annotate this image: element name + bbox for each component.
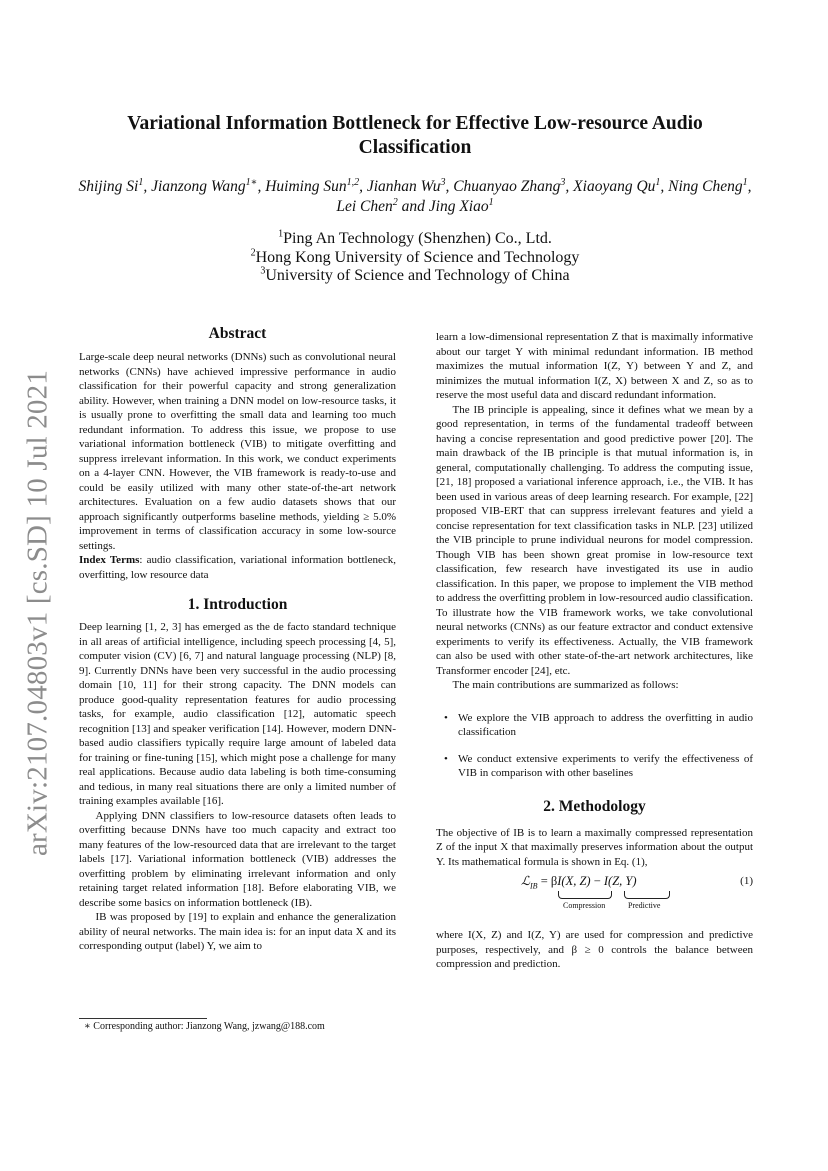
equation-number: (1) <box>740 875 753 887</box>
equation-1 <box>436 874 753 920</box>
author: Huiming Sun$^{1,2}$ <box>265 176 360 195</box>
contributions-list <box>436 711 753 781</box>
equation-expression: ℒ$_{IB}$ = βI(X, Z) − I(Z, Y) <box>521 874 637 891</box>
list-item: • We conduct extensive experiments to verify the effectiveness of VIB in comparison with other baselines <box>436 752 753 781</box>
arxiv-identifier[interactable]: arXiv:2107.04803v1 [cs.SD] 10 Jul 2021 <box>21 369 54 857</box>
paper-title: Variational Information Bottleneck for Effective Low-resource Audio Classification <box>127 113 703 158</box>
compression-term: I(X, Z) <box>557 874 591 888</box>
predictive-term: I(Z, Y) <box>603 874 637 888</box>
compression-label: Compression <box>563 901 606 910</box>
right-paragraph-1: learn a low-dimensional representation Z that is maximally informative about our target Y with minimal redundant information. IB method maximizes the mutual information I(Z, Y) between Y and Z, and minimizes the mutual information I(Z, X) between X and Z, so as to reserve the most useful data and discard redundant information. <box>436 331 753 401</box>
affiliation-list <box>150 230 680 286</box>
author: Xiaoyang Qu$^1$ <box>573 176 661 195</box>
intro-paragraph-3: IB was proposed by [19] to explain and enhance the generalization ability of neural networks. The main idea is: for an input data X and its corresponding output (label) Y, we aim to <box>79 911 396 952</box>
abstract-text: Large-scale deep neural networks (DNNs) such as convolutional neural networks (CNNs) have achieved impressive performance in audio classification for their powerful capacity and strong generalization ability. However, when training a DNN model on low-resource tasks, it is usually prone to overfitting the small data and learning too much redundant information. To address this issue, we propose to use variational information bottleneck (VIB) to mitigate overfitting and suppress irrelevant information. In this work, we conduct experiments on a 4-layer CNN. However, the VIB framework is ready-to-use and could be easily utilized with many other state-of-the-art network architectures. Evaluation on a few audio datasets shows that our approach significantly outperforms baseline methods, yielding ≥ 5.0% improvement in terms of classification accuracy in some low-source settings. <box>79 351 396 552</box>
index-terms-label: Index Terms <box>79 554 140 566</box>
index-terms <box>79 553 396 582</box>
author-list: Shijing Si$^1$, Jianzong Wang$^{1∗}$, Huiming Sun$^{1,2}$, Jianhan Wu$^3$, Chuanyao Zhang$^3$, Xiaoyang Qu$^1$, Ning Cheng$^1$, Lei Chen$^2$ and Jing Xiao$^1$ <box>78 176 752 215</box>
contributions-intro: The main contributions are summarized as follows: <box>452 679 679 691</box>
index-terms-text: : audio classification, variational information bottleneck, overfitting, low resource data <box>79 554 396 581</box>
right-column <box>436 330 753 972</box>
method-paragraph-1: The objective of IB is to learn a maximally compressed representation Z of the input X that maximally preserves information about the output Y. Its mathematical formula is shown in Eq. (1), <box>436 826 753 868</box>
predictive-brace <box>624 891 670 899</box>
introduction-heading: 1. Introduction <box>187 596 288 613</box>
left-column <box>79 324 396 954</box>
author: Shijing Si$^1$ <box>78 176 144 195</box>
author: Ning Cheng$^1$ <box>668 176 748 195</box>
footnote: ∗ Corresponding author: Jianzong Wang, jzwang@188.com <box>84 1021 325 1032</box>
author: Jianzong Wang$^{1∗}$ <box>151 176 258 195</box>
methodology-heading: 2. Methodology <box>543 797 646 815</box>
right-paragraph-2: The IB principle is appealing, since it defines what we mean by a good representation, in terms of the fundamental tradeoff between having a concise representation and good predictive power [20]. The main drawback of the IB principle is that mutual information is, in general, computationally challenging. To address the computing issue, [21, 18] proposed a variational inference approach, i.e., the VIB. It has been used in various areas of deep learning research. For example, [22] proposed VIB-ERT that can suppress irrelevant features and yield a concise representation for text classification tasks in NLP. [23] utilized the VIB principle to prune individual neurons for model compression. Though VIB has been shown great promise in low-resource text classification, few research have investigated its use in audio classification. In this paper, we propose to implement the VIB method to address the overfitting problem in low-resourced audio classification. To illustrate how the VIB framework works, we take convolutional neural networks (CNNs) as our feature extractor and conduct extensive experiments to verify its effectiveness. Actually, the VIB framework can also be used with other state-of-the-art network architectures, like Transformer encoder [24], etc. <box>436 403 753 677</box>
author: Lei Chen$^2$ <box>336 196 398 215</box>
affiliation: $^1$Ping An Technology (Shenzhen) Co., Ltd. <box>278 228 552 247</box>
intro-paragraph-1: Deep learning [1, 2, 3] has emerged as the de facto standard technique in all areas of artificial intelligence, including speech processing [4, 5], computer vision (CV) [6, 7] and natural language processing (NLP) [8, 9]. Currently DNNs have been very successful in the audio processing domain [10, 11] for their strong capacity. The DNN models can produce good-quality representation features for audio processing tasks, for example, audio classification [12], automatic speech recognition [13] and speaker verification [14]. However, modern DNN-based audio classifiers typically require large amount of labeled data for training or fine-tuning [15], which might pose a challenge for many real applications. Because audio data labeling is both time-consuming and tedious, in many real situations there are only a limited number of training examples available [16]. <box>79 621 396 807</box>
abstract-heading: Abstract <box>208 325 267 342</box>
arxiv-stamp <box>13 369 63 857</box>
list-item: • We explore the VIB approach to address the overfitting in audio classification <box>436 711 753 740</box>
compression-brace <box>558 891 612 899</box>
predictive-label: Predictive <box>628 901 661 910</box>
affiliation: $^3$University of Science and Technology of China <box>260 265 570 284</box>
author: Jing Xiao$^1$ <box>428 196 494 215</box>
author: Chuanyao Zhang$^3$ <box>453 176 566 195</box>
author: Jianhan Wu$^3$ <box>366 176 446 195</box>
affiliation: $^2$Hong Kong University of Science and Technology <box>250 247 580 266</box>
intro-paragraph-2: Applying DNN classifiers to low-resource datasets often leads to overfitting because DNNs have too much capacity and extract too many features of the low-resourced data that are irrelevant to the target labels [17]. Variational information bottleneck (VIB) addresses the overfitting problem by eliminating irrelevant information and only retaining target related information [18]. Before elaborating VIB, we describe some basics on information bottleneck (IB). <box>79 809 396 909</box>
method-paragraph-2: where I(X, Z) and I(Z, Y) are used for compression and predictive purposes, respectively, and β ≥ 0 controls the balance between compression and prediction. <box>436 929 753 970</box>
footnote-divider <box>79 1018 207 1019</box>
